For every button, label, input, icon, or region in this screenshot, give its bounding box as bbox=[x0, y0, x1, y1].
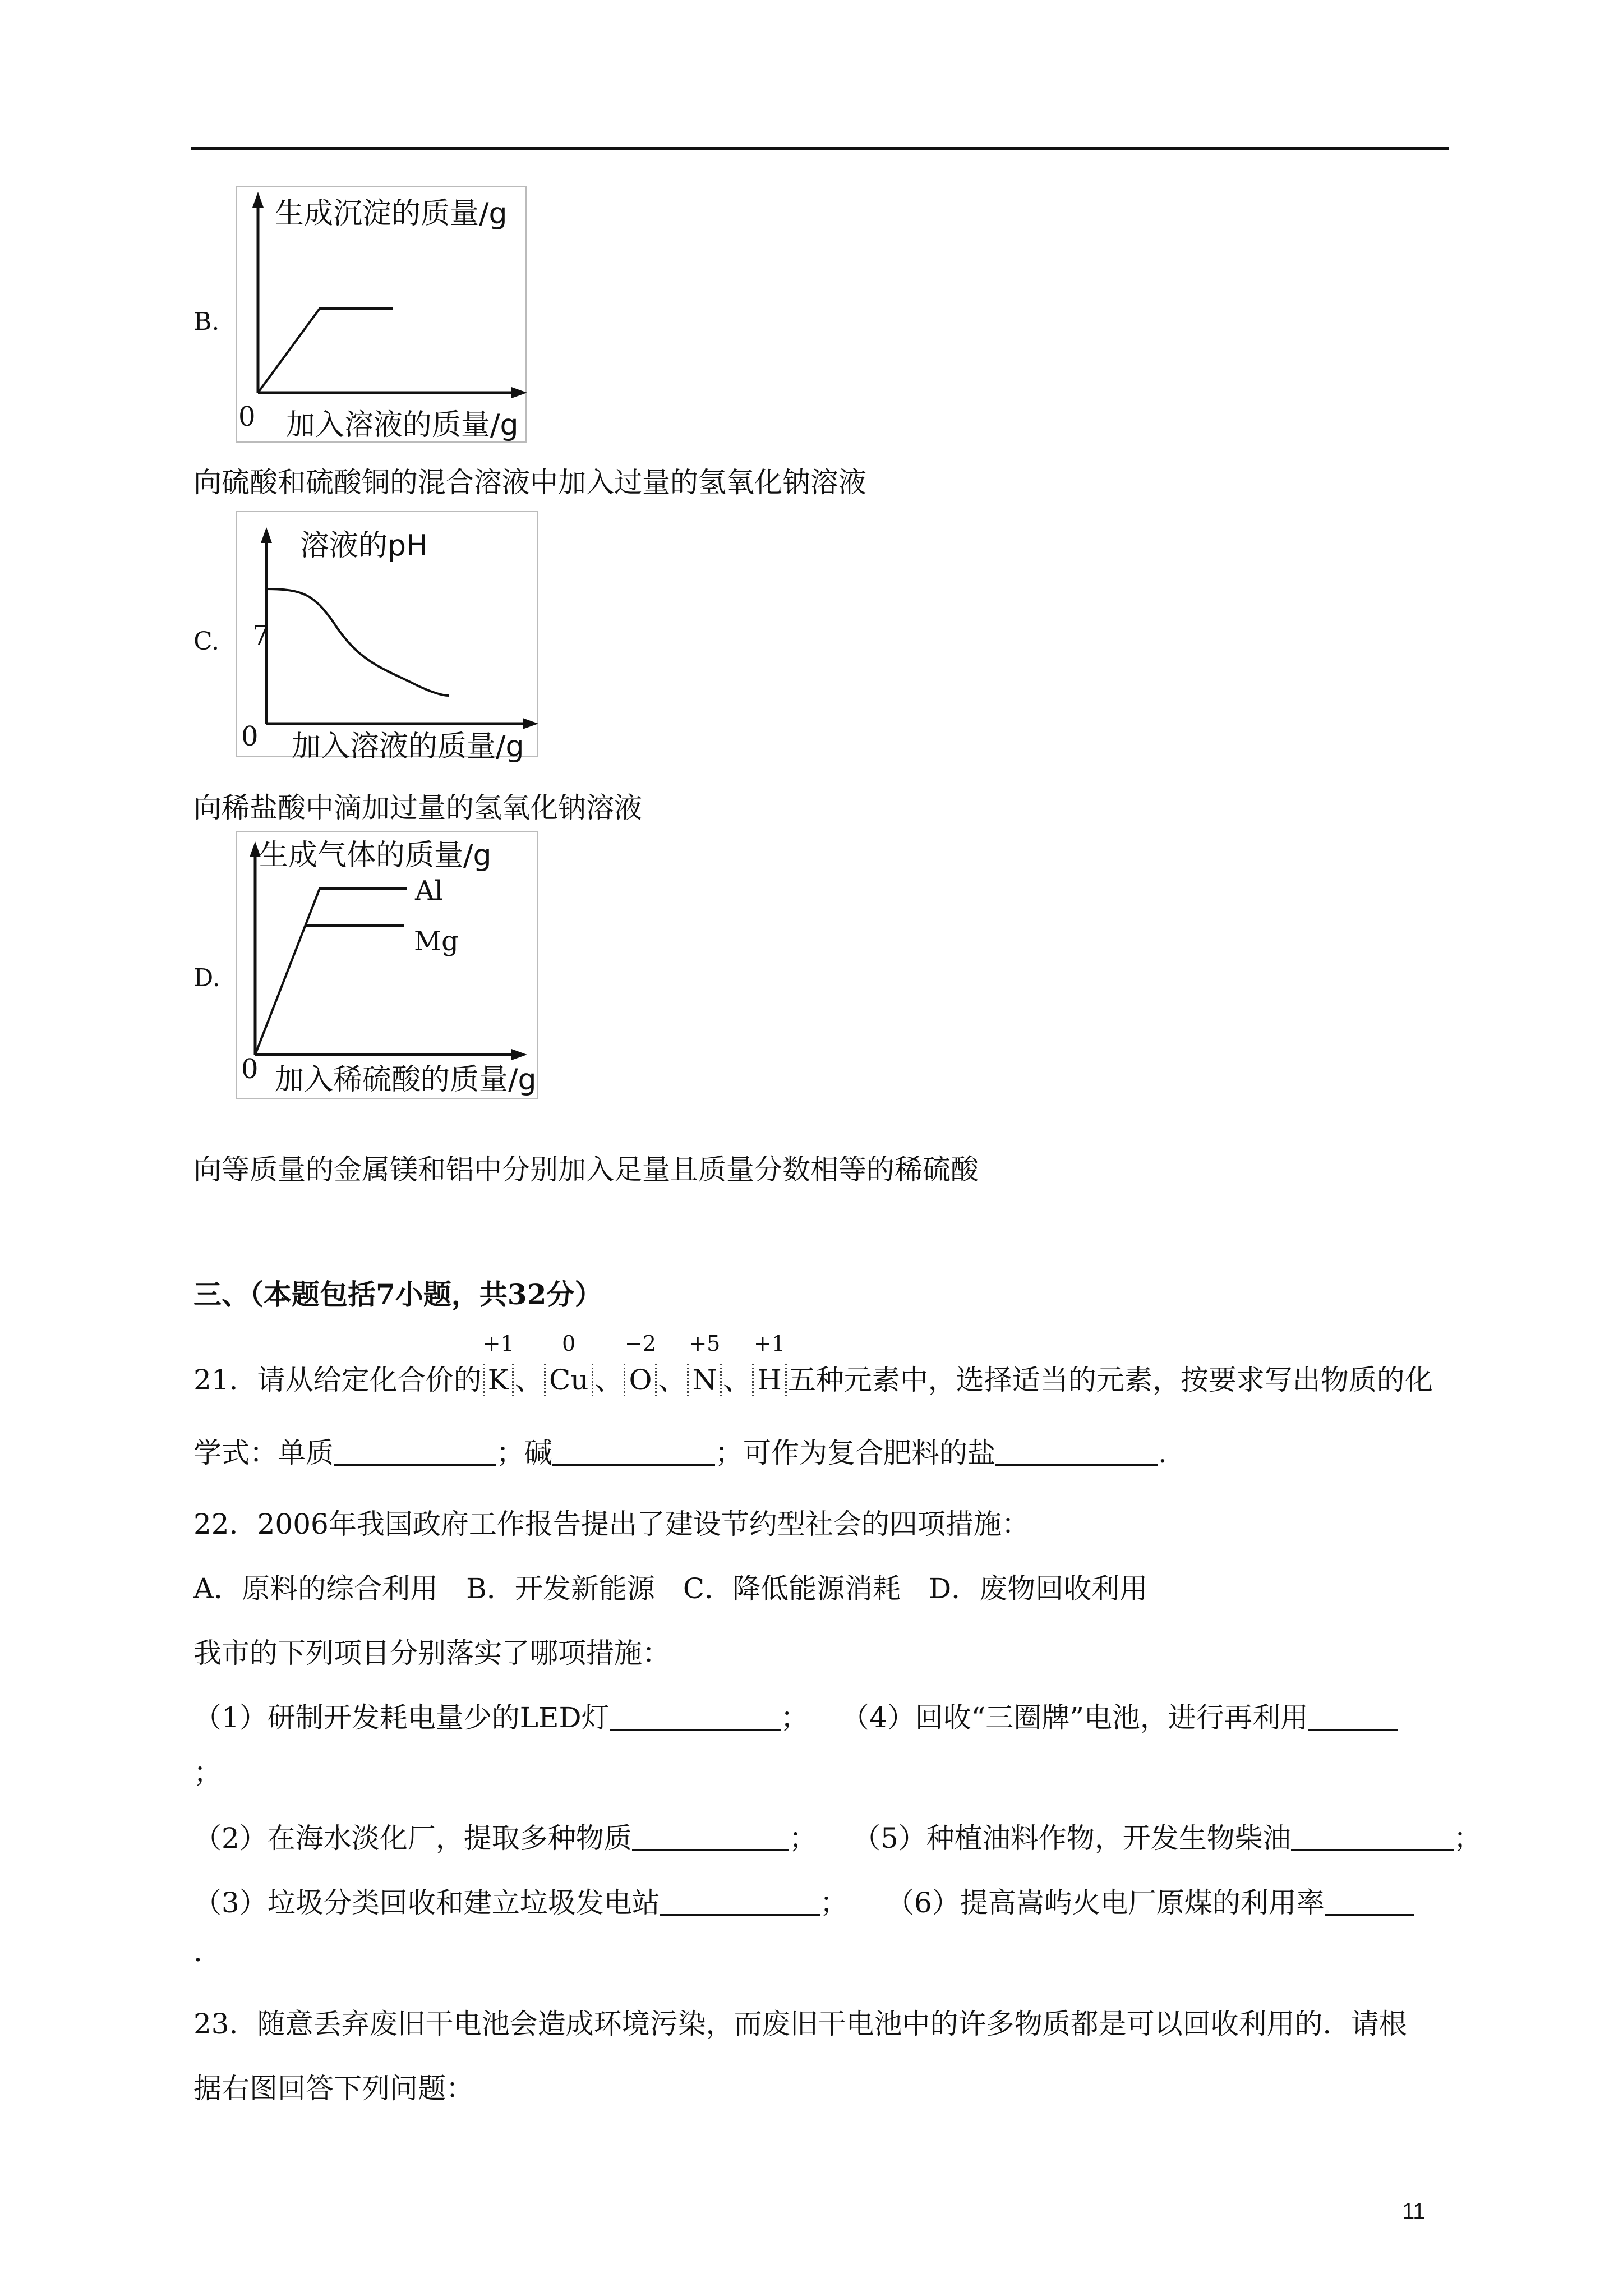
q21-text-c: ；可作为复合肥料的盐 bbox=[715, 1437, 995, 1469]
answer-blank-6[interactable] bbox=[1325, 1888, 1414, 1916]
chart-d-origin: 0 bbox=[241, 1053, 259, 1085]
q22-intro: 我市的下列项目分别落实了哪项措施： bbox=[193, 1637, 670, 1669]
q22-item5 bbox=[852, 1816, 1482, 1856]
section-heading: 三、（本题包括7小题，共32分） bbox=[193, 1278, 603, 1311]
q22-item3-text: （3）垃圾分类回收和建立垃圾发电站 bbox=[193, 1887, 660, 1919]
q22-item3-semi: ； bbox=[819, 1887, 848, 1919]
valence-k-symbol: K bbox=[483, 1364, 514, 1396]
chart-b bbox=[236, 185, 527, 443]
q21-line1 bbox=[193, 1331, 1433, 1398]
q22-item3 bbox=[193, 1880, 848, 1921]
answer-blank-4[interactable] bbox=[1308, 1703, 1398, 1731]
q21-text-b: ；碱 bbox=[496, 1437, 552, 1469]
valence-cu bbox=[544, 1331, 593, 1396]
option-d-label: D. bbox=[193, 964, 220, 992]
q22-item2-text: （2）在海水淡化厂，提取多种物质 bbox=[193, 1822, 632, 1855]
option-c-caption: 向稀盐酸中滴加过量的氢氧化钠溶液 bbox=[193, 792, 642, 824]
valence-n-symbol: N bbox=[687, 1364, 722, 1396]
chart-c-origin: 0 bbox=[241, 721, 259, 752]
q22-item1-text: （1）研制开发耗电量少的LED灯 bbox=[193, 1701, 610, 1734]
chart-b-origin: 0 bbox=[238, 401, 256, 432]
q22-options: A．原料的综合利用 B．开发新能源 C．降低能源消耗 D．废物回收利用 bbox=[193, 1572, 1148, 1605]
option-b-caption: 向硫酸和硫酸铜的混合溶液中加入过量的氢氧化钠溶液 bbox=[193, 466, 866, 499]
chart-d bbox=[236, 830, 538, 1099]
valence-h-symbol: H bbox=[752, 1364, 787, 1396]
chart-c bbox=[236, 510, 538, 763]
chart-c-x-arrow bbox=[523, 718, 538, 729]
valence-cu-value: 0 bbox=[562, 1331, 576, 1356]
q21-line2 bbox=[193, 1430, 1167, 1471]
chart-b-ylabel: 生成沉淀的质量/g bbox=[275, 197, 508, 231]
q22-item2 bbox=[193, 1816, 817, 1856]
chart-c-y-arrow bbox=[261, 527, 272, 543]
q22-item2-semi: ； bbox=[789, 1822, 817, 1855]
option-b-label: B. bbox=[193, 307, 220, 336]
q22-item4-text: （4）回收“三圈牌”电池，进行再利用 bbox=[841, 1701, 1308, 1734]
q22-item6-text: （6）提高嵩屿火电厂原煤的利用率 bbox=[886, 1887, 1325, 1919]
answer-blank-1[interactable] bbox=[610, 1703, 781, 1731]
valence-o bbox=[624, 1331, 657, 1396]
valence-n bbox=[687, 1331, 722, 1396]
q22-item1-semi: ； bbox=[780, 1701, 809, 1734]
q22-item5-semi: ； bbox=[1453, 1822, 1482, 1855]
sep-2: 、 bbox=[594, 1364, 623, 1396]
valence-cu-symbol: Cu bbox=[544, 1364, 593, 1396]
option-d-caption: 向等质量的金属镁和铝中分别加入足量且质量分数相等的稀硫酸 bbox=[193, 1153, 979, 1186]
chart-d-series2: Mg bbox=[414, 926, 459, 957]
q22-item6 bbox=[886, 1880, 1414, 1921]
chart-c-ylabel: 溶液的pH bbox=[300, 529, 428, 563]
chart-b-x-arrow bbox=[511, 387, 527, 398]
valence-h bbox=[752, 1331, 787, 1396]
answer-blank-5[interactable] bbox=[1291, 1824, 1454, 1851]
q22-item4-semi: ； bbox=[193, 1756, 222, 1789]
valence-k-value: +1 bbox=[482, 1331, 514, 1356]
valence-n-value: +5 bbox=[689, 1331, 721, 1356]
q22-item1 bbox=[193, 1695, 809, 1736]
chart-c-curve bbox=[266, 589, 449, 696]
sep-3: 、 bbox=[658, 1364, 686, 1396]
q22-item4 bbox=[841, 1695, 1398, 1736]
chart-d-series-al bbox=[255, 889, 407, 1055]
header-rule bbox=[191, 147, 1449, 150]
valence-h-value: +1 bbox=[753, 1331, 786, 1356]
q23-line1: 23．随意丢弃废旧干电池会造成环境污染，而废旧干电池中的许多物质都是可以回收利用的．请根 bbox=[193, 2008, 1407, 2040]
chart-b-xlabel: 加入溶液的质量/g bbox=[286, 408, 519, 442]
valence-o-value: −2 bbox=[624, 1331, 656, 1356]
valence-o-symbol: O bbox=[624, 1364, 657, 1396]
answer-blank-3[interactable] bbox=[660, 1888, 820, 1916]
page-number: 11 bbox=[1402, 2199, 1426, 2224]
chart-c-ytick: 7 bbox=[252, 620, 270, 651]
chart-d-series1: Al bbox=[415, 875, 444, 907]
q22-item6-dot: . bbox=[193, 1935, 202, 1968]
q22-title: 22．2006年我国政府工作报告提出了建设节约型社会的四项措施： bbox=[193, 1508, 1030, 1540]
valence-k bbox=[482, 1331, 514, 1396]
chart-b-y-arrow bbox=[252, 192, 264, 208]
sep-1: 、 bbox=[514, 1364, 543, 1396]
chart-c-xlabel: 加入溶液的质量/g bbox=[292, 730, 524, 763]
sep-4: 、 bbox=[723, 1364, 751, 1396]
option-c-label: C. bbox=[193, 627, 220, 656]
q22-item5-text: （5）种植油料作物，开发生物柴油 bbox=[852, 1822, 1291, 1855]
q23-line2: 据右图回答下列问题： bbox=[193, 2072, 474, 2105]
answer-blank-base[interactable] bbox=[552, 1438, 715, 1466]
chart-b-curve bbox=[258, 309, 393, 393]
chart-d-ylabel: 生成气体的质量/g bbox=[259, 839, 492, 872]
q21-text-a: 学式：单质 bbox=[193, 1437, 334, 1469]
q21-suffix: 五种元素中，选择适当的元素，按要求写出物质的化 bbox=[787, 1364, 1433, 1396]
chart-d-xlabel: 加入稀硫酸的质量/g bbox=[275, 1063, 537, 1097]
answer-blank-2[interactable] bbox=[632, 1824, 789, 1851]
q21-text-d: . bbox=[1158, 1437, 1167, 1469]
answer-blank-fertilizer[interactable] bbox=[995, 1438, 1158, 1466]
answer-blank-element[interactable] bbox=[334, 1438, 496, 1466]
q21-prefix: 21．请从给定化合价的 bbox=[193, 1364, 482, 1396]
